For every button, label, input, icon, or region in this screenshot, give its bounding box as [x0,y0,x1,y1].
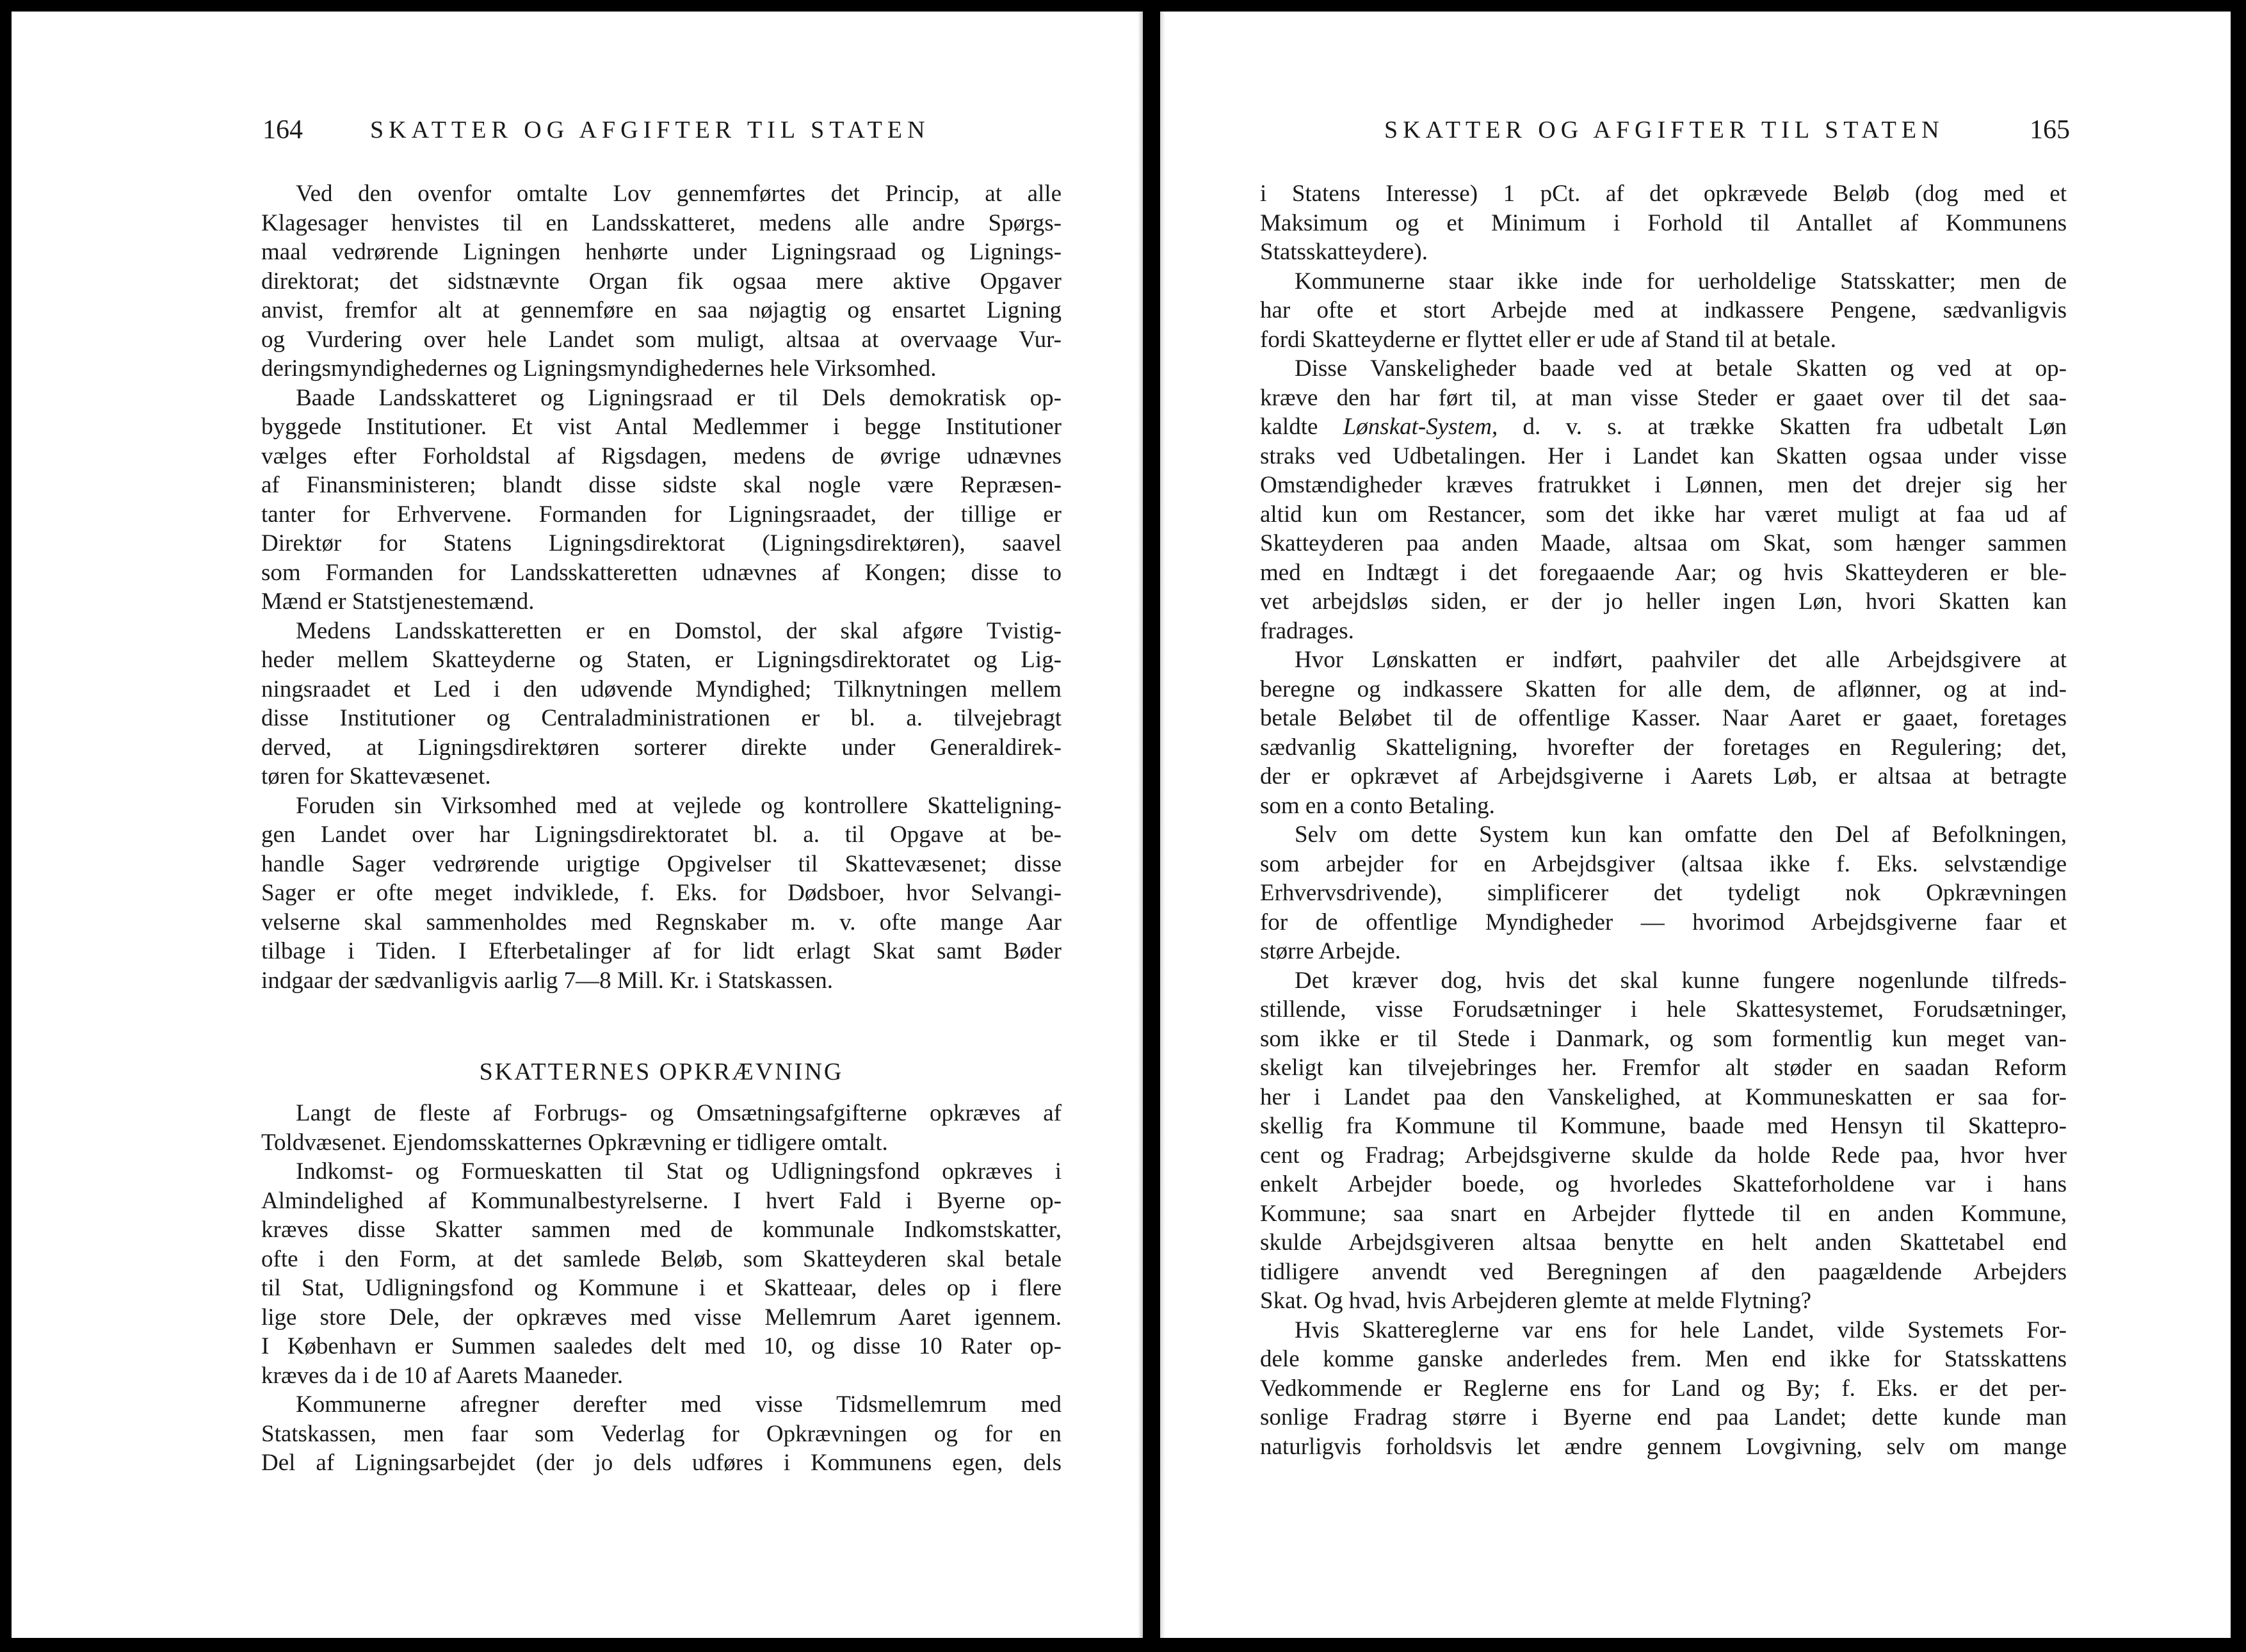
text-line: straks ved Udbetalingen. Her i Landet kan Skatten ogsaa under visse [1260,442,2067,469]
text-line: ningsraadet et Led i den udøvende Myndighed; Tilknytningen mellem [261,676,1062,702]
text-line: Klagesager henvistes til en Landsskatteret, medens alle andre Spørgs- [261,209,1062,236]
text-line: Sager er ofte meget indviklede, f. Eks. for Dødsboer, hvor Selvangi- [261,880,1062,906]
text-line: til Stat, Udligningsfond og Kommune i et Skatteaar, deles op i flere [261,1275,1062,1301]
text-line: vælges efter Forholdstal af Rigsdagen, medens de øvrige udnævnes [261,442,1062,469]
text-line: her i Landet paa den Vanskelighed, at Kommuneskatten er saa for- [1260,1083,2067,1110]
text-line: af Finansministeren; blandt disse sidste skal nogle være Repræsen- [261,472,1062,498]
text-line: Mænd er Statstjenestemænd. [261,588,535,615]
text-line: Maksimum og et Minimum i Forhold til Antallet af Kommunens [1260,209,2067,236]
text-line: deringsmyndighedernes og Ligningsmyndighedernes hele Virksomhed. [261,355,937,382]
right-body-text [1260,179,2067,1461]
text-line: gen Landet over har Ligningsdirektoratet bl. a. til Opgave at be- [261,822,1062,848]
text-line: derved, at Ligningsdirektøren sorterer direkte under Generaldirek- [261,734,1062,761]
text-line: naturligvis forholdsvis let ændre gennem Lovgivning, selv om mange [1260,1433,2067,1460]
text-line: og Vurdering over hele Landet som muligt, altsaa at overvaage Vur- [261,326,1062,353]
text-line: Hvis Skattereglerne var ens for hele Landet, vilde Systemets For- [1295,1316,2067,1343]
paragraph [1260,267,2067,355]
paragraph [1260,354,2067,645]
paragraph [1260,966,2067,1316]
text-line: altid kun om Restancer, som det ikke har været muligt at faa ud af [1260,501,2067,528]
text-line: sædvanlig Skatteligning, hvorefter der foretages en Regulering; det, [1260,734,2067,761]
text-line: ofte i den Form, at det samlede Beløb, som Skatteyderen skal betale [261,1245,1062,1272]
text-line: tøren for Skattevæsenet. [261,763,491,790]
text-line: i Statens Interesse) 1 pCt. af det opkrævede Beløb (dog med et [1260,181,2067,207]
text-line: dele komme ganske anderledes frem. Men end ikke for Statsskattens [1260,1346,2067,1372]
running-head: SKATTER OG AFGIFTER TIL STATEN [370,117,930,143]
page-number: 165 [2030,115,2070,145]
text-line: enkelt Arbejder boede, og hvorledes Skatteforholdene var i hans [1260,1171,2067,1197]
text-line: anvist, fremfor alt at gennemføre en saa nøjagtig og ensartet Ligning [261,297,1062,323]
text-line: Medens Landsskatteretten er en Domstol, der skal afgøre Tvistig- [296,617,1062,644]
text-line: Kommunerne staar ikke inde for uerholdelige Statsskatter; men de [1295,268,2067,295]
running-head: SKATTER OG AFGIFTER TIL STATEN [1384,117,1944,143]
paragraph [1260,645,2067,820]
text-line: skulde Arbejdsgiveren altsaa benytte en helt anden Skattetabel end [1260,1229,2067,1256]
text-line: Vedkommende er Reglerne ens for Land og By; f. Eks. er det per- [1260,1375,2067,1402]
text-line: Ved den ovenfor omtalte Lov gennemførtes det Princip, at alle [296,181,1062,207]
text-line: kræve den har ført til, at man visse Steder er gaaet over til det saa- [1260,384,2067,411]
text-line: kræves disse Skatter sammen med de kommunale Indkomstskatter, [261,1217,1062,1243]
text-line: fordi Skatteyderne er flyttet eller er ude af Stand til at betale. [1260,326,1836,353]
text-line: heder mellem Skatteyderne og Staten, er Ligningsdirektoratet og Lig- [261,647,1062,673]
text-line: Statskassen, men faar som Vederlag for Opkrævningen og for en [261,1420,1062,1447]
paragraph [261,384,1062,617]
text-line: som en a conto Betaling. [1260,792,1495,819]
right-page [1160,12,2231,1638]
left-page [12,12,1143,1638]
text-line: Det kræver dog, hvis det skal kunne fungere nogenlunde tilfreds- [1295,967,2067,994]
text-line: Erhvervsdrivende), simplificerer det tydeligt nok Opkrævningen [1260,880,2067,906]
section-heading: SKATTERNES OPKRÆVNING [479,1058,844,1085]
text-line: som arbejder for en Arbejdsgiver (altsaa ikke f. Eks. selvstændige [1260,850,2067,877]
text-line: Indkomst- og Formueskatten til Stat og Udligningsfond opkræves i [296,1158,1062,1185]
page-number: 164 [263,115,303,145]
text-line: med en Indtægt i det foregaaende Aar; og hvis Skatteyderen er ble- [1260,559,2067,586]
text-line: som Formanden for Landsskatteretten udnævnes af Kongen; disse to [261,559,1062,586]
paragraph [261,179,1062,384]
text-line: stillende, visse Forudsætninger i hele Skattesystemet, Forudsætninger, [1260,996,2067,1023]
paragraph-lines [1260,354,2067,412]
paragraph [261,791,1062,996]
text-line: betale Beløbet til de offentlige Kasser. Naar Aaret er gaaet, foretages [1260,705,2067,731]
paragraph [261,1099,1062,1157]
text-line: Del af Ligningsarbejdet (der jo dels udføres i Kommunens egen, dels [261,1450,1062,1476]
text-line: tanter for Erhvervene. Formanden for Ligningsraadet, der tillige er [261,501,1062,528]
text-line: maal vedrørende Ligningen henhørte under Ligningsraad og Lignings- [261,239,1062,265]
text-line: indgaar der sædvanligvis aarlig 7—8 Mill. Kr. i Statskassen. [261,967,834,994]
text-line: Direktør for Statens Ligningsdirektorat (Ligningsdirektøren), saavel [261,530,1062,556]
italic-term: Lønskat-System, [1343,414,1498,440]
text-line: skeligt kan tilvejebringes her. Fremfor alt støder en saadan Reform [1260,1055,2067,1081]
paragraph [1260,1316,2067,1462]
text-line: for de offentlige Myndigheder — hvorimod Arbejdsgiverne faar et [1260,909,2067,935]
text-line: velserne skal sammenholdes med Regnskaber m. v. ofte mange Aar [261,909,1062,935]
text-line: Selv om dette System kun kan omfatte den Del af Befolkningen, [1295,822,2067,848]
text-line: Baade Landsskatteret og Ligningsraad er til Dels demokratisk op- [296,384,1062,411]
paragraph-lines [1260,442,2067,646]
text-line: tidligere anvendt ved Beregningen af den paagældende Arbejders [1260,1258,2067,1285]
text-line: Skat. Og hvad, hvis Arbejderen glemte at melde Flytning? [1260,1288,1812,1314]
text-line: disse Institutioner og Centraladministrationen er bl. a. tilvejebragt [261,705,1062,731]
text-line: Skatteyderen paa anden Maade, altsaa om Skat, som hænger sammen [1260,530,2067,556]
text-line: handle Sager vedrørende urigtige Opgivelser til Skattevæsenet; disse [261,850,1062,877]
text-line: skellig fra Kommune til Kommune, baade med Hensyn til Skattepro- [1260,1113,2067,1139]
text-line: Statsskatteydere). [1260,239,1428,265]
text-line: har ofte et stort Arbejde med at indkassere Pengene, sædvanligvis [1260,297,2067,323]
text-line: Disse Vanskeligheder baade ved at betale Skatten og ved at op- [1295,355,2067,382]
left-body-text [261,179,1062,1478]
text-line: vet arbejdsløs siden, er der jo heller ingen Løn, hvori Skatten kan [1260,588,2067,615]
text-line: beregne og indkassere Skatten for alle dem, de aflønner, og at ind- [1260,676,2067,702]
text-line: Langt de fleste af Forbrugs- og Omsætningsafgifterne opkræves af [296,1100,1062,1126]
paragraph [261,1390,1062,1478]
paragraph [261,1157,1062,1390]
text-line: I København er Summen saaledes delt med 10, og disse 10 Rater op- [261,1333,1062,1359]
paragraph [261,617,1062,791]
text-line: direktorat; det sidstnævnte Organ fik ogsaa mere aktive Opgaver [261,268,1062,295]
text-line: som ikke er til Stede i Danmark, og som formentlig kun meget van- [1260,1025,2067,1052]
text-line: kaldte Lønskat-System, d. v. s. at trække Skatten fra udbetalt Løn [1260,414,2067,440]
text-line: der er opkrævet af Arbejdsgiverne i Aarets Løb, er altsaa at betragte [1260,763,2067,790]
text-line: større Arbejde. [1260,938,1401,964]
text-line: byggede Institutioner. Et vist Antal Medlemmer i begge Institutioner [261,414,1062,440]
text-line: tilbage i Tiden. I Efterbetalinger af for lidt erlagt Skat samt Bøder [261,938,1062,964]
text-line: Almindelighed af Kommunalbestyrelserne. I hvert Fald i Byerne op- [261,1187,1062,1214]
paragraph [1260,179,2067,267]
text-line: fradrages. [1260,617,1354,644]
text-line: kræves da i de 10 af Aarets Maaneder. [261,1362,624,1389]
text-line: lige store Dele, der opkræves med visse Mellemrum Aaret igennem. [261,1304,1062,1331]
text-line: Omstændigheder kræves fratrukket i Lønnen, men det drejer sig her [1260,472,2067,498]
text-line: Foruden sin Virksomhed med at vejlede og kontrollere Skatteligning- [296,792,1062,819]
text-line: Hvor Lønskatten er indført, paahviler det alle Arbejdsgivere at [1295,647,2067,673]
text-line: Kommunerne afregner derefter med visse Tidsmellemrum med [296,1391,1062,1418]
paragraph [1260,820,2067,966]
text-line: cent og Fradrag; Arbejdsgiverne skulde da holde Rede paa, hvor hver [1260,1142,2067,1169]
text-line: Toldvæsenet. Ejendomsskatternes Opkrævning er tidligere omtalt. [261,1129,888,1156]
text-line: Kommune; saa snart en Arbejder flyttede til en anden Kommune, [1260,1200,2067,1227]
text-line: sonlige Fradrag større i Byerne end paa Landet; dette kunde man [1260,1404,2067,1430]
